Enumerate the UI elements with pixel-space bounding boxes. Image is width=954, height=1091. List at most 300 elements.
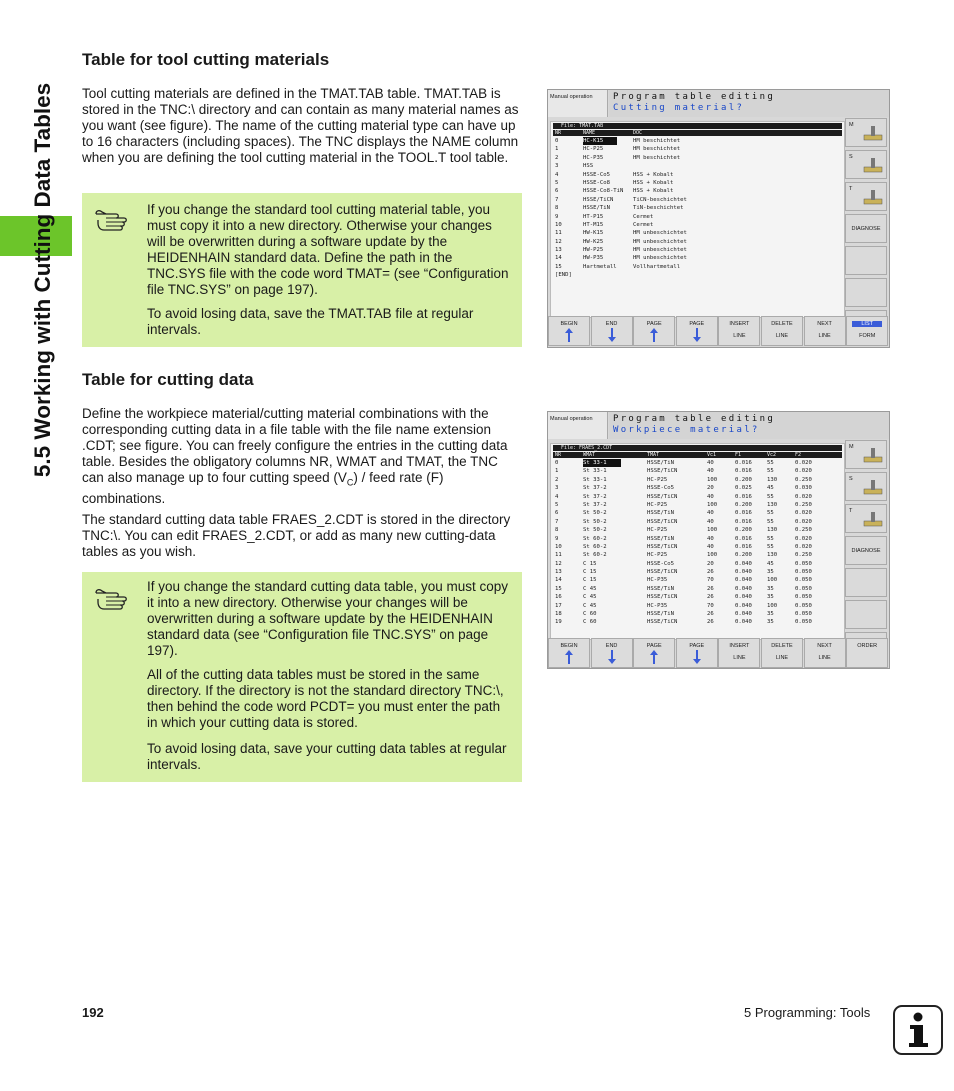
softkey-label-2: FORM [859, 333, 876, 339]
paragraph-cutting-data-1 [82, 406, 523, 507]
table-cell: 100 [707, 476, 718, 483]
table-cell: 70 [707, 577, 714, 584]
side-softkey-label: S [849, 476, 853, 482]
table-cell: 100 [767, 602, 778, 609]
column-header: F1 [735, 452, 742, 458]
section-title-vertical: 5.5 Working with Cutting Data Tables [30, 82, 55, 478]
softkey-insert[interactable] [718, 316, 760, 346]
table-cell: HM unbeschichtet [633, 230, 687, 237]
softkey-label: END [605, 643, 618, 649]
table-cell: 130 [767, 552, 778, 559]
table-cell: HSSE/TiN [647, 460, 674, 466]
table-row[interactable] [551, 204, 844, 212]
softkey-label: PAGE [689, 321, 705, 327]
table-cell: 26 [707, 585, 714, 592]
table-cell: 55 [767, 468, 774, 475]
table-cell: 19 [555, 619, 562, 626]
softkey-delete[interactable] [761, 638, 803, 668]
table-row[interactable] [551, 618, 844, 626]
table-cell: HC-P25 [647, 527, 668, 534]
table-cell: HW-P25 [583, 247, 604, 254]
table-cell: 0.020 [795, 510, 812, 517]
table-cell: 0.250 [795, 476, 812, 483]
side-softkey-diagnose[interactable] [845, 214, 887, 243]
side-softkey-t[interactable] [845, 504, 887, 533]
side-softkey-empty[interactable] [845, 278, 887, 307]
softkey-label: PAGE [689, 643, 705, 649]
softkey-begin[interactable] [548, 638, 590, 668]
table-cell: 55 [767, 518, 774, 525]
info-glyph [895, 1007, 941, 1053]
column-header: NR [555, 452, 562, 458]
table-row[interactable] [551, 187, 844, 195]
table-cell: 1 [555, 146, 559, 153]
table-cell: HM beschichtet [633, 154, 681, 161]
table-row[interactable] [551, 568, 844, 576]
side-softkey-label: T [849, 508, 853, 514]
data-table [550, 443, 845, 640]
table-cell-cursor: St 33-1 [583, 459, 621, 467]
table-cell: St 37-2 [583, 485, 607, 492]
table-cell: 55 [767, 543, 774, 550]
arrow-up-icon [564, 649, 574, 665]
table-cell: HC-P35 [647, 602, 668, 609]
table-row[interactable] [551, 154, 844, 162]
table-cell: 11 [555, 552, 562, 559]
table-cell: 0.250 [795, 527, 812, 534]
tnc-screen-cdt [547, 411, 890, 669]
softkey-label: INSERT [729, 643, 750, 649]
table-cell: 0.200 [735, 501, 752, 508]
softkey-label-2: LINE [775, 333, 789, 339]
softkey-end[interactable] [591, 638, 633, 668]
table-cell: 0.040 [735, 611, 752, 618]
table-cell: 13 [555, 569, 562, 576]
arrow-down-icon [692, 327, 702, 343]
table-row[interactable] [551, 610, 844, 618]
page-number: 192 [82, 1005, 104, 1020]
table-cell: HSSE-Co8-TiN [583, 188, 624, 195]
softkey-label: PAGE [646, 643, 662, 649]
table-cell: HW-K15 [583, 230, 604, 237]
info-icon [893, 1005, 943, 1055]
table-cell: 9 [555, 535, 559, 542]
softkey-next[interactable] [804, 316, 846, 346]
table-cell: 0.040 [735, 594, 752, 601]
softkey-label: NEXT [817, 321, 832, 327]
table-cell: 9 [555, 213, 559, 220]
table-cell: 130 [767, 476, 778, 483]
spindle-m-icon [862, 125, 884, 141]
table-cell: HSSE/TiCN [647, 569, 678, 576]
table-cell: 0.040 [735, 560, 752, 567]
table-cell: 0.016 [735, 543, 752, 550]
table-cell: 0.016 [735, 510, 752, 517]
softkey-label-2: LINE [733, 655, 746, 661]
softkey-delete[interactable] [761, 316, 803, 346]
table-cell: HSSE-Co8 [583, 179, 610, 186]
softkey-end[interactable] [591, 316, 633, 346]
table-cell: HT-P15 [583, 213, 604, 220]
column-header: NR [555, 130, 562, 136]
table-cell: 0.050 [795, 619, 812, 626]
softkey-label: ORDER [857, 643, 878, 649]
table-cell: 0.040 [735, 619, 752, 626]
table-row[interactable] [551, 263, 844, 271]
table-cell: 35 [767, 569, 774, 576]
side-softkey-label: DIAGNOSE [851, 548, 881, 554]
softkey-label: DELETE [771, 321, 793, 327]
table-cell: HC-P25 [647, 476, 668, 483]
softkey-label-2: LINE [775, 655, 789, 661]
table-cell: 40 [707, 510, 714, 517]
table-cell: 40 [707, 535, 714, 542]
table-cell: 3 [555, 163, 559, 170]
table-cell: 35 [767, 594, 774, 601]
table-cell: 0.016 [735, 518, 752, 525]
table-cell: HM beschichtet [633, 146, 681, 153]
table-cell: 35 [767, 619, 774, 626]
table-cell: HSSE/TiCN [647, 493, 678, 500]
table-cell: TiN-beschichtet [633, 205, 684, 212]
table-row[interactable] [551, 196, 844, 204]
table-cell: 0.250 [795, 501, 812, 508]
pointing-hand-icon [94, 584, 134, 610]
arrow-up-icon [649, 649, 659, 665]
note-paragraph: To avoid losing data, save the TMAT.TAB file at regular intervals. [147, 306, 474, 337]
table-cell: HC-P35 [647, 577, 668, 584]
table-cell: 100 [707, 527, 718, 534]
note-paragraph: If you change the standard tool cutting material table, you must copy it into a new directory. Otherwise your changes will be overwritten during a software update by the HEIDENHAIN standard data. Define the path in the TNC.SYS file with the code word TMAT= (see “Configuration file TNC.SYS” on page 197). [147, 202, 509, 297]
table-cell: 35 [767, 585, 774, 592]
table-row[interactable] [551, 476, 844, 484]
table-cell: HSSE/TiCN [647, 543, 678, 550]
side-softkey-label: DIAGNOSE [851, 226, 881, 232]
table-row[interactable] [551, 493, 844, 501]
table-row[interactable] [551, 526, 844, 534]
table-row[interactable] [551, 254, 844, 262]
data-table [550, 121, 845, 318]
table-cell: Vollhartmetall [633, 263, 681, 270]
softkey-insert[interactable] [718, 638, 760, 668]
table-cell: 0.050 [795, 611, 812, 618]
table-row[interactable] [551, 576, 844, 584]
paragraph-tool-cutting-materials: Tool cutting materials are defined in the TMAT.TAB table. TMAT.TAB is stored in the TNC:\ directory and can contain as many material names as you want (see figure). The name of the cutting material type can have up to 16 characters (including spaces). The TNC displays the NAME column when you are defining the tool cutting material in the TOOL.T tool table. [82, 86, 519, 165]
table-cell: HSSE/TiN [647, 585, 674, 592]
arrow-down-icon [607, 649, 617, 665]
table-cell: 7 [555, 518, 559, 525]
table-cell: 45 [767, 485, 774, 492]
screen-header [609, 412, 889, 439]
table-cell: HSSE/TiN [583, 205, 610, 212]
table-cell: 40 [707, 493, 714, 500]
softkey-label: INSERT [729, 321, 750, 327]
file-name-bar: File: TMAT.TAB [553, 123, 842, 129]
screen-title: Program table editing [613, 92, 776, 102]
table-row[interactable] [551, 467, 844, 475]
note-box-tool-materials [82, 193, 522, 347]
softkey-page[interactable] [633, 638, 675, 668]
table-cell: 0.200 [735, 527, 752, 534]
table-cell: HM unbeschichtet [633, 255, 687, 262]
table-row[interactable] [551, 585, 844, 593]
screen-title: Program table editing [613, 414, 776, 424]
table-cell: TiCN-beschichtet [633, 196, 687, 203]
table-cell: 18 [555, 611, 562, 618]
table-cell: Cermet [633, 221, 654, 228]
file-name-bar: File: FRAES_2.CDT [553, 445, 842, 451]
table-cell: 0.020 [795, 460, 812, 466]
operating-mode-label: Manual operation [548, 412, 608, 439]
column-header: NAME [583, 130, 596, 136]
arrow-up-icon [649, 327, 659, 343]
table-cell: HSSE-Co5 [647, 560, 674, 567]
table-cell: 100 [767, 577, 778, 584]
table-cell: St 33-1 [583, 476, 607, 483]
text-fragment: Define the workpiece material/cutting material combinations with the corresponding cutting data in a file table with the file name extension .CDT; see figure. You can freely configure the entries in the cutting data table. Besides the obligatory columns NR, WMAT and TMAT, the TNC can also manage up to four cutting speed (V [82, 406, 508, 485]
table-cell: HSS + Kobalt [633, 171, 674, 178]
table-row[interactable] [551, 560, 844, 568]
table-cell: 2 [555, 154, 559, 161]
softkey-begin[interactable] [548, 316, 590, 346]
softkey-page[interactable] [633, 316, 675, 346]
table-cell: HSSE/TiN [647, 535, 674, 542]
table-cell: 55 [767, 493, 774, 500]
softkey-page[interactable] [676, 638, 718, 668]
softkey-order[interactable] [846, 638, 888, 668]
subscript: C [346, 477, 354, 488]
table-cell: HSS [583, 163, 594, 170]
table-cell: 55 [767, 510, 774, 517]
table-cell: 2 [555, 476, 559, 483]
table-cell: HM unbeschichtet [633, 247, 687, 254]
tool-t-icon [862, 511, 884, 527]
table-cell: 0.020 [795, 518, 812, 525]
table-cell: 130 [767, 501, 778, 508]
side-softkey-m[interactable] [845, 118, 887, 147]
table-row[interactable] [551, 213, 844, 221]
note-box-cutting-data [82, 572, 522, 782]
table-cell: 130 [767, 527, 778, 534]
side-softkey-t[interactable] [845, 182, 887, 211]
table-cell: HM beschichtet [633, 138, 681, 144]
table-row[interactable] [551, 221, 844, 229]
table-row[interactable] [551, 551, 844, 559]
note-paragraph: If you change the standard cutting data table, you must copy it into a new directory. Otherwise your changes will be overwritten during a software update by the HEIDENHAIN standard data (see “Configuration file TNC.SYS” on page 197). [147, 579, 508, 658]
side-softkey-diagnose[interactable] [845, 536, 887, 565]
table-row[interactable] [551, 543, 844, 551]
operating-mode-label: Manual operation [548, 90, 608, 117]
table-cell: 11 [555, 230, 562, 237]
column-header: Vc2 [767, 452, 777, 458]
table-cell: 15 [555, 263, 562, 270]
softkey-label: BEGIN [560, 643, 578, 649]
table-cell-cursor: HC-K15 [583, 137, 617, 145]
table-cell: 17 [555, 602, 562, 609]
table-cell: 0.020 [795, 543, 812, 550]
table-cell: HC-P25 [647, 552, 668, 559]
softkey-label-2: LINE [818, 655, 831, 661]
side-softkey-label: T [849, 186, 853, 192]
table-cell: 8 [555, 205, 559, 212]
table-cell: 16 [555, 594, 562, 601]
table-cell: 10 [555, 543, 562, 550]
table-cell: 26 [707, 569, 714, 576]
table-cell: 45 [767, 560, 774, 567]
table-cell: HC-P35 [583, 154, 604, 161]
table-row[interactable] [551, 535, 844, 543]
screen-header [609, 90, 889, 117]
table-cell: HSS + Kobalt [633, 188, 674, 195]
arrow-down-icon [607, 327, 617, 343]
table-cell: 0.050 [795, 594, 812, 601]
table-cell: 0 [555, 138, 559, 144]
spindle-m-icon [862, 447, 884, 463]
table-row[interactable] [551, 509, 844, 517]
table-cell: 40 [707, 460, 714, 466]
table-cell: HSSE/TiCN [647, 594, 678, 601]
table-row[interactable] [551, 229, 844, 237]
table-cell: C 60 [583, 619, 597, 626]
table-cell: 0.040 [735, 569, 752, 576]
table-cell: 0.050 [795, 560, 812, 567]
table-row[interactable] [551, 145, 844, 153]
table-cell: St 60-2 [583, 552, 607, 559]
table-cell: 0.200 [735, 552, 752, 559]
side-softkey-s[interactable] [845, 472, 887, 501]
table-cell: 70 [707, 602, 714, 609]
table-row[interactable] [551, 246, 844, 254]
softkey-next[interactable] [804, 638, 846, 668]
table-cell: 0.050 [795, 577, 812, 584]
softkey-label: NEXT [817, 643, 832, 649]
side-softkey-empty[interactable] [845, 600, 887, 629]
table-cell: 26 [707, 594, 714, 601]
side-softkey-s[interactable] [845, 150, 887, 179]
softkey-label: END [605, 321, 618, 327]
table-cell: 4 [555, 493, 559, 500]
softkey-list[interactable] [846, 316, 888, 346]
table-cell: 55 [767, 535, 774, 542]
table-cell: 55 [767, 460, 774, 466]
table-cell: St 50-2 [583, 518, 607, 525]
side-softkey-empty[interactable] [845, 246, 887, 275]
table-row[interactable] [551, 518, 844, 526]
table-cell: 20 [707, 485, 714, 492]
spindle-s-icon [862, 157, 884, 173]
table-row[interactable] [551, 484, 844, 492]
chapter-label: 5 Programming: Tools [744, 1005, 871, 1020]
arrow-down-icon [692, 649, 702, 665]
table-cell: HSSE-Co5 [583, 171, 610, 178]
table-cell: C 45 [583, 602, 597, 609]
table-row[interactable] [551, 238, 844, 246]
table-cell: HW-P35 [583, 255, 604, 262]
table-cell: 3 [555, 485, 559, 492]
table-cell: 1 [555, 468, 559, 475]
table-cell: 0.025 [735, 485, 752, 492]
pointing-hand-icon [94, 205, 134, 231]
column-header: F2 [795, 452, 802, 458]
paragraph-cutting-data-2: The standard cutting data table FRAES_2.CDT is stored in the directory TNC:\. You can edit FRAES_2.CDT, or add as many new cutting-data tables as you wish. [82, 512, 511, 559]
table-cell: HSSE-Co5 [647, 485, 674, 492]
table-row[interactable] [551, 593, 844, 601]
side-softkey-label: M [849, 122, 854, 128]
table-row[interactable] [551, 602, 844, 610]
table-cell: [END] [555, 272, 572, 279]
table-cell: 8 [555, 527, 559, 534]
table-row[interactable] [551, 271, 844, 279]
table-cell: 26 [707, 611, 714, 618]
column-header: DOC [633, 130, 643, 136]
softkey-label: DELETE [771, 643, 793, 649]
table-cell: HSSE/TiN [647, 510, 674, 517]
screen-prompt: Cutting material? [613, 103, 745, 113]
table-cell: 0.030 [795, 485, 812, 492]
table-cell: 35 [767, 611, 774, 618]
side-softkey-m[interactable] [845, 440, 887, 469]
table-cell: St 33-1 [583, 468, 607, 475]
column-header: WMAT [583, 452, 596, 458]
table-cell: HW-K25 [583, 238, 604, 245]
table-header [553, 452, 842, 458]
softkey-page[interactable] [676, 316, 718, 346]
table-cell: HSSE/TiCN [647, 468, 678, 475]
table-row[interactable] [551, 171, 844, 179]
table-cell: 6 [555, 510, 559, 517]
table-cell: 40 [707, 468, 714, 475]
table-header [553, 130, 842, 136]
table-cell: 13 [555, 247, 562, 254]
table-cell: HM unbeschichtet [633, 238, 687, 245]
softkey-label: PAGE [646, 321, 662, 327]
table-cell: C 45 [583, 585, 597, 592]
table-row[interactable] [551, 162, 844, 170]
table-cell: 0.016 [735, 493, 752, 500]
table-cell: C 15 [583, 560, 597, 567]
table-cell: 0.016 [735, 460, 752, 466]
table-cell: 0.020 [795, 535, 812, 542]
table-cell: 40 [707, 518, 714, 525]
table-cell: 0.250 [795, 552, 812, 559]
softkey-label: BEGIN [560, 321, 578, 327]
table-cell: 0.040 [735, 585, 752, 592]
table-cell: HSSE/TiCN [647, 619, 678, 626]
table-cell: 0.020 [795, 468, 812, 475]
side-softkey-label: M [849, 444, 854, 450]
table-cell: 14 [555, 255, 562, 262]
side-softkey-label: S [849, 154, 853, 160]
table-row[interactable] [551, 179, 844, 187]
table-cell: 40 [707, 543, 714, 550]
table-row[interactable] [551, 501, 844, 509]
table-row[interactable] [551, 459, 844, 467]
table-cell: 0.020 [795, 493, 812, 500]
table-cell: C 15 [583, 569, 597, 576]
note-paragraph: To avoid losing data, save your cutting data tables at regular intervals. [147, 741, 507, 772]
table-cell: C 15 [583, 577, 597, 584]
table-row[interactable] [551, 137, 844, 145]
table-cell: 14 [555, 577, 562, 584]
heading-cutting-data: Table for cutting data [82, 370, 254, 389]
table-cell: 0.016 [735, 468, 752, 475]
table-cell: HSSE/TiCN [583, 196, 614, 203]
table-cell: 26 [707, 619, 714, 626]
side-softkey-empty[interactable] [845, 568, 887, 597]
table-cell: 5 [555, 501, 559, 508]
table-cell: 6 [555, 188, 559, 195]
table-cell: 0.016 [735, 535, 752, 542]
